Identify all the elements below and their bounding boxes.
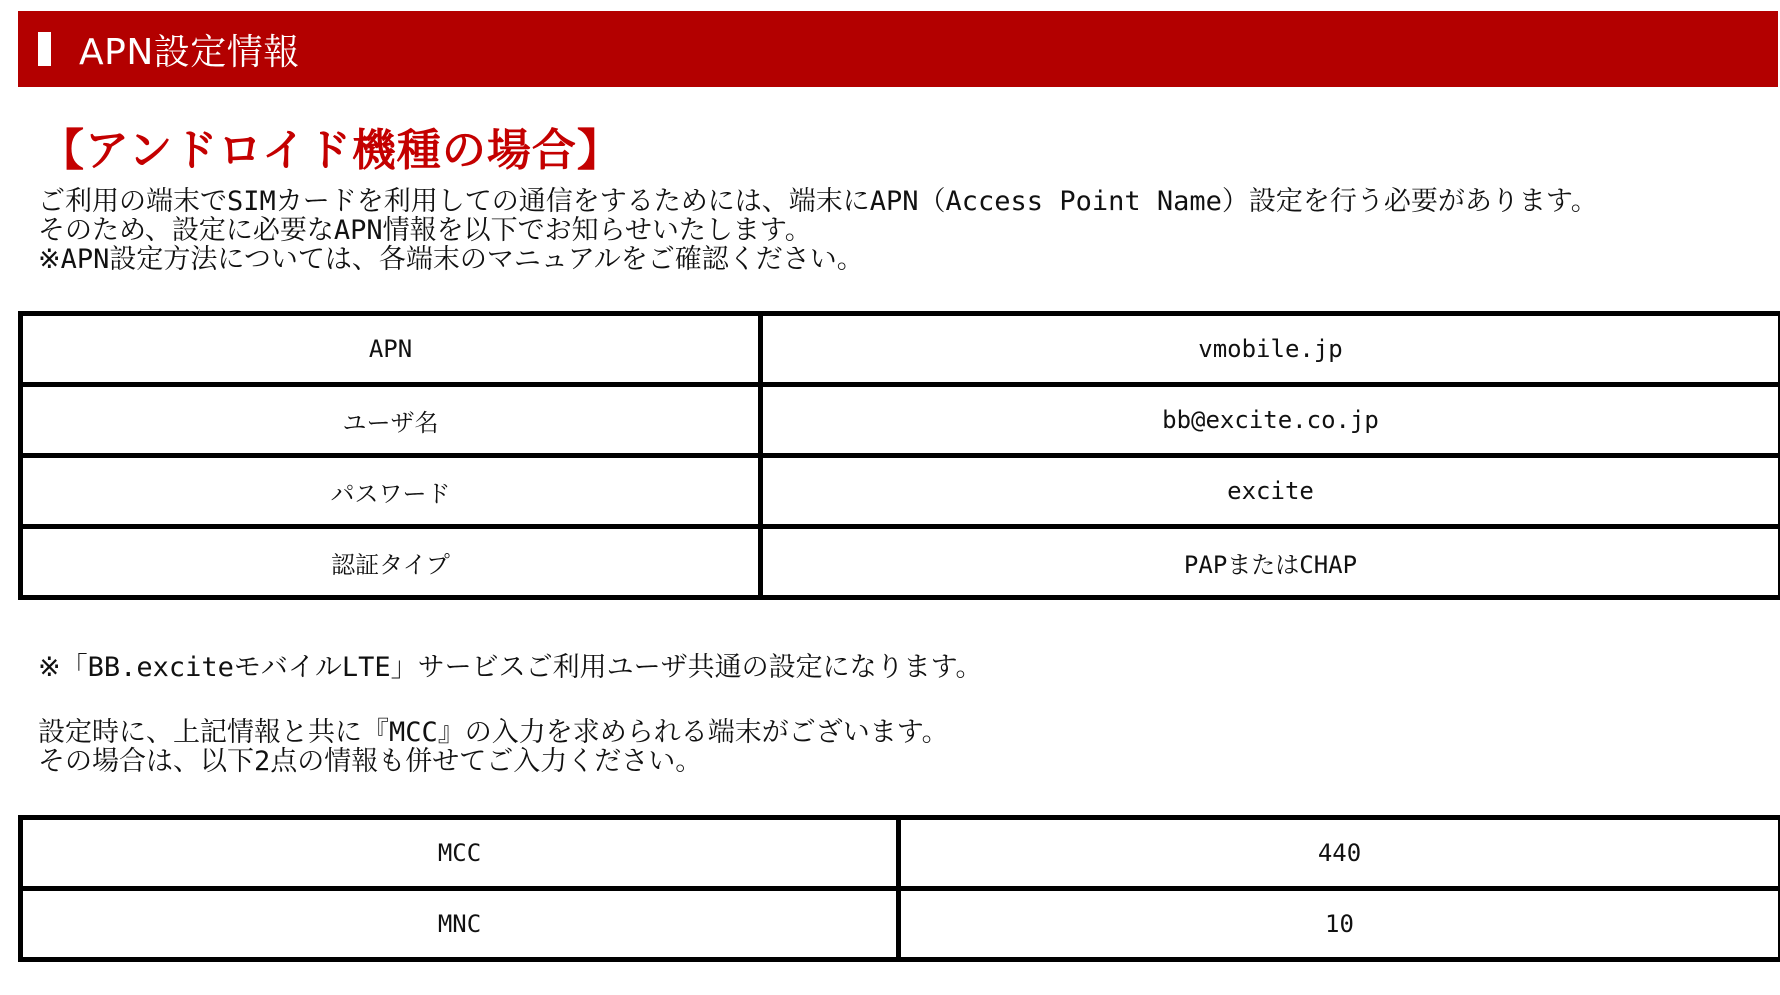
- mcc-intro-paragraph: [38, 718, 949, 776]
- mcc-label: MCC: [21, 818, 899, 889]
- username-label: ユーザ名: [21, 385, 761, 456]
- mcc-value: 440: [899, 818, 1780, 889]
- table-row: [21, 456, 1780, 527]
- mnc-label: MNC: [21, 889, 899, 960]
- mcc-intro-line-2: その場合は、以下2点の情報も併せてご入力ください。: [38, 746, 703, 777]
- intro-line-1: ご利用の端末でSIMカードを利用しての通信をするためには、端末にAPN（Access Point Name）設定を行う必要があります。: [38, 186, 1598, 217]
- note-line: ※「BB.exciteモバイルLTE」サービスご利用ユーザ共通の設定になります。: [38, 652, 983, 683]
- apn-value: vmobile.jp: [761, 314, 1780, 385]
- section-header: [18, 11, 1778, 87]
- android-subheading: 【アンドロイド機種の場合】: [40, 125, 622, 176]
- username-value: bb@excite.co.jp: [761, 385, 1780, 456]
- table-row: [21, 818, 1780, 889]
- apn-label: APN: [21, 314, 761, 385]
- mcc-intro-line-1: 設定時に、上記情報と共に『MCC』の入力を求められる端末がございます。: [38, 717, 949, 748]
- mnc-value: 10: [899, 889, 1780, 960]
- intro-line-3: ※APN設定方法については、各端末のマニュアルをご確認ください。: [38, 244, 864, 275]
- apn-settings-table: [18, 311, 1780, 600]
- table-row: [21, 385, 1780, 456]
- table-row: [21, 527, 1780, 598]
- section-title: APN設定情報: [79, 31, 300, 73]
- password-label: パスワード: [21, 456, 761, 527]
- auth-type-label: 認証タイプ: [21, 527, 761, 598]
- header-marker-bar: [38, 32, 51, 66]
- table-row: [21, 889, 1780, 960]
- password-value: excite: [761, 456, 1780, 527]
- table-row: [21, 314, 1780, 385]
- auth-type-value: PAPまたはCHAP: [761, 527, 1780, 598]
- shared-settings-note: [38, 653, 983, 682]
- mcc-mnc-table: [18, 815, 1780, 962]
- intro-line-2: そのため、設定に必要なAPN情報を以下でお知らせいたします。: [38, 215, 812, 246]
- intro-paragraph: [38, 187, 1598, 274]
